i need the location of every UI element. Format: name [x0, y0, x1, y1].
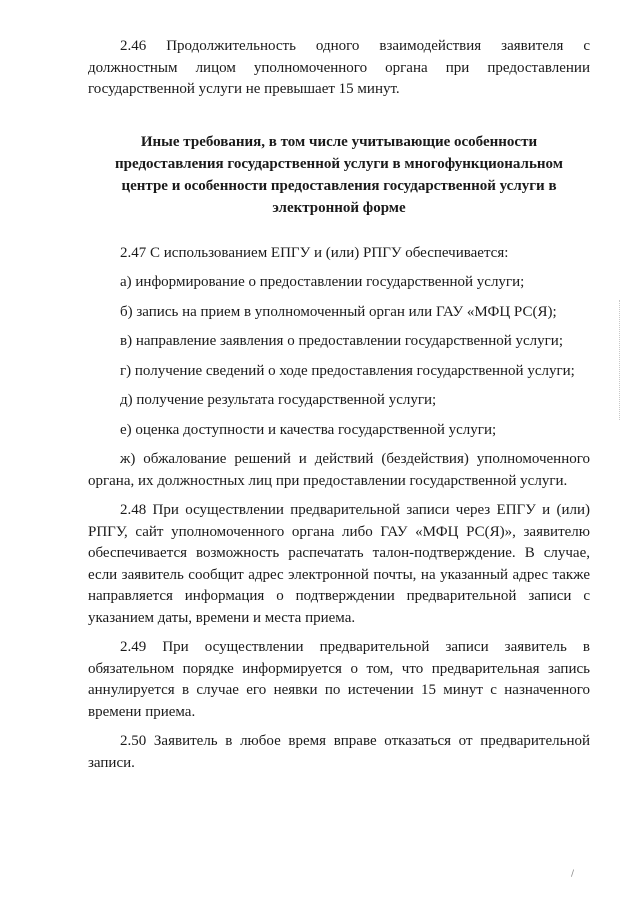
- paragraph-2-46: 2.46 Продолжительность одного взаимодействия заявителя с должностным лицом уполномоченного органа при предоставлении государственной услуги не превышает 15 минут.: [88, 38, 590, 97]
- list-item-v: в) направление заявления о предоставлении государственной услуги;: [120, 333, 564, 349]
- list-item-g: г) получение сведений о ходе предоставления государственной услуги;: [120, 362, 575, 379]
- paragraph-2-49: 2.49 При осуществлении предварительной записи заявитель в обязательном порядке информируется о том, что предварительная запись аннулируется в случае его неявки по истечении 15 минут с назначенного времени приема.: [88, 639, 590, 720]
- paragraph-2-48: 2.48 При осуществлении предварительной записи через ЕПГУ и (или) РПГУ, сайт уполномоченного органа либо ГАУ «МФЦ РС(Я)», заявителю обеспечивается возможность распечатать талон-подтверждение. В случае, если заявитель сообщит адрес электронной почты, на указанный адрес также направляется информация о подтверждении предварительной записи с указанием даты, времени и места приема.: [88, 502, 590, 626]
- corner-mark: /: [571, 869, 575, 879]
- list-item-d: д) получение результата государственной услуги;: [120, 392, 437, 408]
- list-item-b: б) запись на прием в уполномоченный орган или ГАУ «МФЦ РС(Я);: [120, 303, 557, 320]
- paragraph-2-47: 2.47 С использованием ЕПГУ и (или) РПГУ обеспечивается:: [120, 244, 509, 261]
- scan-margin-mark: [619, 300, 622, 420]
- document-body: [88, 36, 590, 774]
- list-item-zh: ж) обжалование решений и действий (бездействия) уполномоченного органа, их должностных лиц при предоставлении государственной услуги.: [88, 451, 590, 489]
- list-item-a: а) информирование о предоставлении государственной услуги;: [120, 274, 525, 290]
- list-item-e: е) оценка доступности и качества государственной услуги;: [120, 421, 497, 438]
- section-heading: Иные требования, в том числе учитывающие особенности предоставления государственной услуги в многофункциональном центре и особенности предоставления государственной услуги в электронной форме: [115, 133, 563, 216]
- paragraph-2-50: 2.50 Заявитель в любое время вправе отказаться от предварительной записи.: [88, 733, 590, 771]
